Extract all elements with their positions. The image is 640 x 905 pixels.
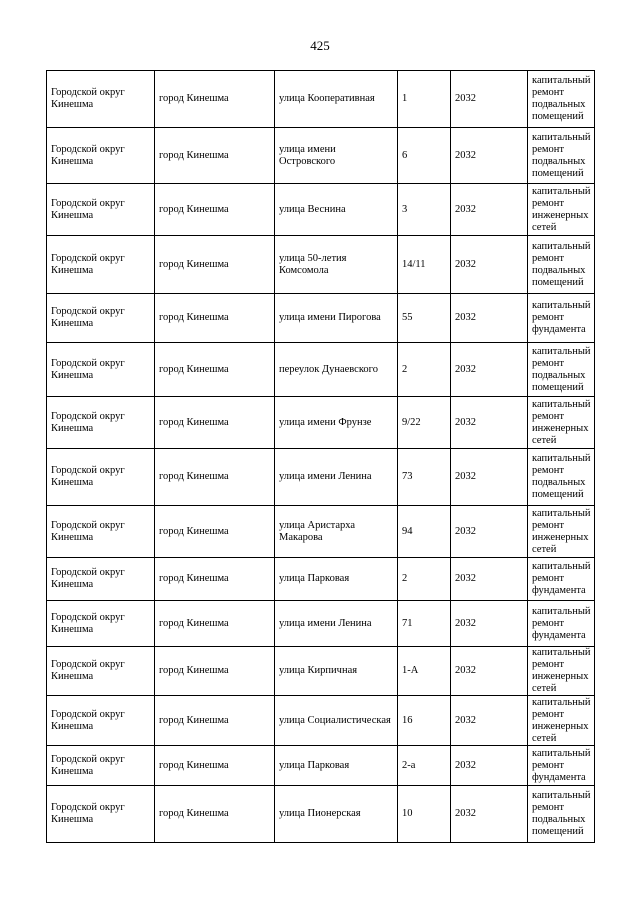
street-cell: улица имени Островского [275,128,398,184]
city-cell: город Кинешма [155,449,275,506]
city-cell: город Кинешма [155,343,275,397]
year-cell: 2032 [451,746,528,786]
table-row [47,786,595,843]
year-cell: 2032 [451,343,528,397]
street-cell: улица имени Фрунзе [275,397,398,449]
table-row [47,647,595,696]
street-cell: переулок Дунаевского [275,343,398,397]
city-cell: город Кинешма [155,236,275,294]
district-cell: Городской округ Кинешма [47,647,155,696]
city-cell: город Кинешма [155,647,275,696]
city-cell: город Кинешма [155,696,275,746]
year-cell: 2032 [451,184,528,236]
table-row [47,397,595,449]
house-number-cell: 71 [398,601,451,647]
city-cell: город Кинешма [155,294,275,343]
district-cell: Городской округ Кинешма [47,786,155,843]
table-row [47,449,595,506]
work-type-cell: капитальный ремонт подвальных помещений [528,343,595,397]
year-cell: 2032 [451,506,528,558]
year-cell: 2032 [451,558,528,601]
street-cell: улица имени Пирогова [275,294,398,343]
table-row [47,746,595,786]
city-cell: город Кинешма [155,601,275,647]
city-cell: город Кинешма [155,71,275,128]
street-cell: улица 50-летия Комсомола [275,236,398,294]
table-row [47,506,595,558]
table-body [47,71,595,843]
year-cell: 2032 [451,647,528,696]
house-number-cell: 2-а [398,746,451,786]
district-cell: Городской округ Кинешма [47,184,155,236]
table-row [47,128,595,184]
house-number-cell: 55 [398,294,451,343]
district-cell: Городской округ Кинешма [47,601,155,647]
work-type-cell: капитальный ремонт инженерных сетей [528,647,595,696]
year-cell: 2032 [451,128,528,184]
house-number-cell: 1 [398,71,451,128]
year-cell: 2032 [451,696,528,746]
house-number-cell: 2 [398,558,451,601]
work-type-cell: капитальный ремонт подвальных помещений [528,449,595,506]
table-row [47,601,595,647]
district-cell: Городской округ Кинешма [47,236,155,294]
street-cell: улица имени Ленина [275,601,398,647]
district-cell: Городской округ Кинешма [47,128,155,184]
district-cell: Городской округ Кинешма [47,558,155,601]
house-number-cell: 9/22 [398,397,451,449]
work-type-cell: капитальный ремонт подвальных помещений [528,128,595,184]
work-type-cell: капитальный ремонт инженерных сетей [528,397,595,449]
table-row [47,343,595,397]
year-cell: 2032 [451,786,528,843]
work-type-cell: капитальный ремонт инженерных сетей [528,506,595,558]
house-number-cell: 3 [398,184,451,236]
street-cell: улица Парковая [275,558,398,601]
city-cell: город Кинешма [155,128,275,184]
year-cell: 2032 [451,236,528,294]
district-cell: Городской округ Кинешма [47,343,155,397]
house-number-cell: 16 [398,696,451,746]
street-cell: улица Кирпичная [275,647,398,696]
house-number-cell: 10 [398,786,451,843]
district-cell: Городской округ Кинешма [47,294,155,343]
table-row [47,236,595,294]
work-type-cell: капитальный ремонт фундамента [528,601,595,647]
house-number-cell: 14/11 [398,236,451,294]
work-type-cell: капитальный ремонт подвальных помещений [528,71,595,128]
work-type-cell: капитальный ремонт инженерных сетей [528,184,595,236]
work-type-cell: капитальный ремонт фундамента [528,294,595,343]
work-type-cell: капитальный ремонт инженерных сетей [528,696,595,746]
page-number: 425 [310,38,330,53]
city-cell: город Кинешма [155,184,275,236]
district-cell: Городской округ Кинешма [47,696,155,746]
house-number-cell: 1-А [398,647,451,696]
street-cell: улица Парковая [275,746,398,786]
city-cell: город Кинешма [155,506,275,558]
table-row [47,294,595,343]
table-row [47,184,595,236]
street-cell: улица имени Ленина [275,449,398,506]
city-cell: город Кинешма [155,558,275,601]
year-cell: 2032 [451,397,528,449]
table-row [47,558,595,601]
street-cell: улица Пионерская [275,786,398,843]
district-cell: Городской округ Кинешма [47,746,155,786]
street-cell: улица Кооперативная [275,71,398,128]
work-type-cell: капитальный ремонт подвальных помещений [528,786,595,843]
work-type-cell: капитальный ремонт фундамента [528,746,595,786]
district-cell: Городской округ Кинешма [47,397,155,449]
city-cell: город Кинешма [155,746,275,786]
table-row [47,71,595,128]
house-number-cell: 94 [398,506,451,558]
work-type-cell: капитальный ремонт подвальных помещений [528,236,595,294]
year-cell: 2032 [451,601,528,647]
work-type-cell: капитальный ремонт фундамента [528,558,595,601]
street-cell: улица Аристарха Макарова [275,506,398,558]
repair-schedule-table [46,70,595,843]
city-cell: город Кинешма [155,786,275,843]
year-cell: 2032 [451,71,528,128]
house-number-cell: 6 [398,128,451,184]
street-cell: улица Веснина [275,184,398,236]
district-cell: Городской округ Кинешма [47,506,155,558]
district-cell: Городской округ Кинешма [47,71,155,128]
house-number-cell: 2 [398,343,451,397]
city-cell: город Кинешма [155,397,275,449]
table-row [47,696,595,746]
year-cell: 2032 [451,449,528,506]
year-cell: 2032 [451,294,528,343]
street-cell: улица Социалистическая [275,696,398,746]
house-number-cell: 73 [398,449,451,506]
district-cell: Городской округ Кинешма [47,449,155,506]
